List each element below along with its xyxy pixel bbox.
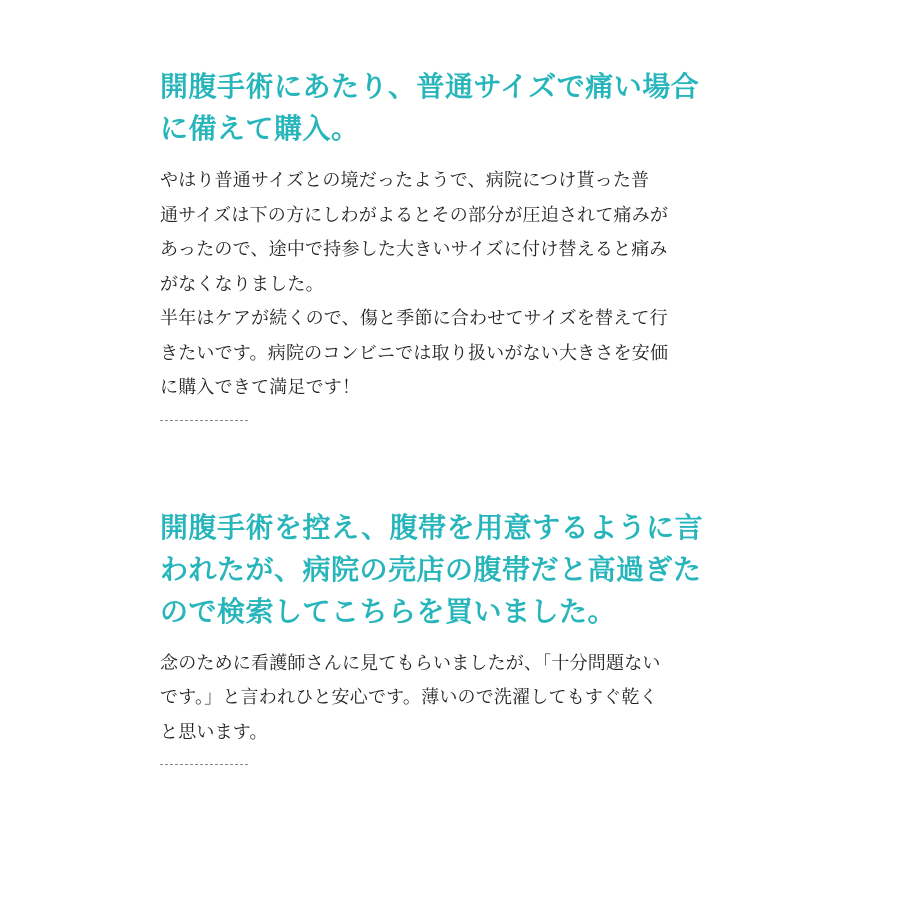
review-item-2 [160, 507, 760, 766]
review-body-line: 半年はケアが続くので、傷と季節に合わせてサイズを替えて行 [160, 308, 668, 329]
review-body-line: 通サイズは下の方にしわがよるとその部分が圧迫されて痛みが [160, 204, 669, 226]
review-body [160, 647, 760, 751]
review-body-line: やはり普通サイズとの境だったようで、病院につけ貰った普 [160, 170, 650, 191]
review-body-line: がなくなりました。 [160, 273, 324, 295]
review-title-line: に備えて購入。 [160, 112, 360, 145]
review-body-line: です。」と言われひと安心です。薄いので洗濯してもすぐ乾く [160, 687, 658, 708]
review-title-line: ので検索してこちらを買いました。 [160, 594, 617, 628]
review-body [160, 164, 760, 406]
review-body-line: あったので、途中で持参した大きいサイズに付け替えると痛み [160, 239, 668, 260]
review-title-line: 開腹手術にあたり、普通サイズで痛い場合 [160, 70, 700, 103]
review-body-line: きたいです。病院のコンビニでは取り扱いがない大きさを安価 [160, 342, 669, 364]
review-title-line: 開腹手術を控え、腹帯を用意するように言 [160, 510, 704, 544]
review-list [160, 66, 760, 765]
review-title [160, 66, 760, 150]
review-body-line: と思います。 [160, 721, 268, 743]
dashed-divider [160, 420, 248, 421]
review-body-line: に購入できて満足です！ [160, 377, 361, 398]
review-item-1 [160, 66, 760, 421]
review-body-line: 念のために看護師さんに見てもらいましたが、「十分問題ない [160, 652, 661, 674]
review-title-line: われたが、病院の売店の腹帯だと高過ぎた [160, 552, 702, 586]
dashed-divider [160, 764, 248, 765]
review-title [160, 507, 760, 633]
